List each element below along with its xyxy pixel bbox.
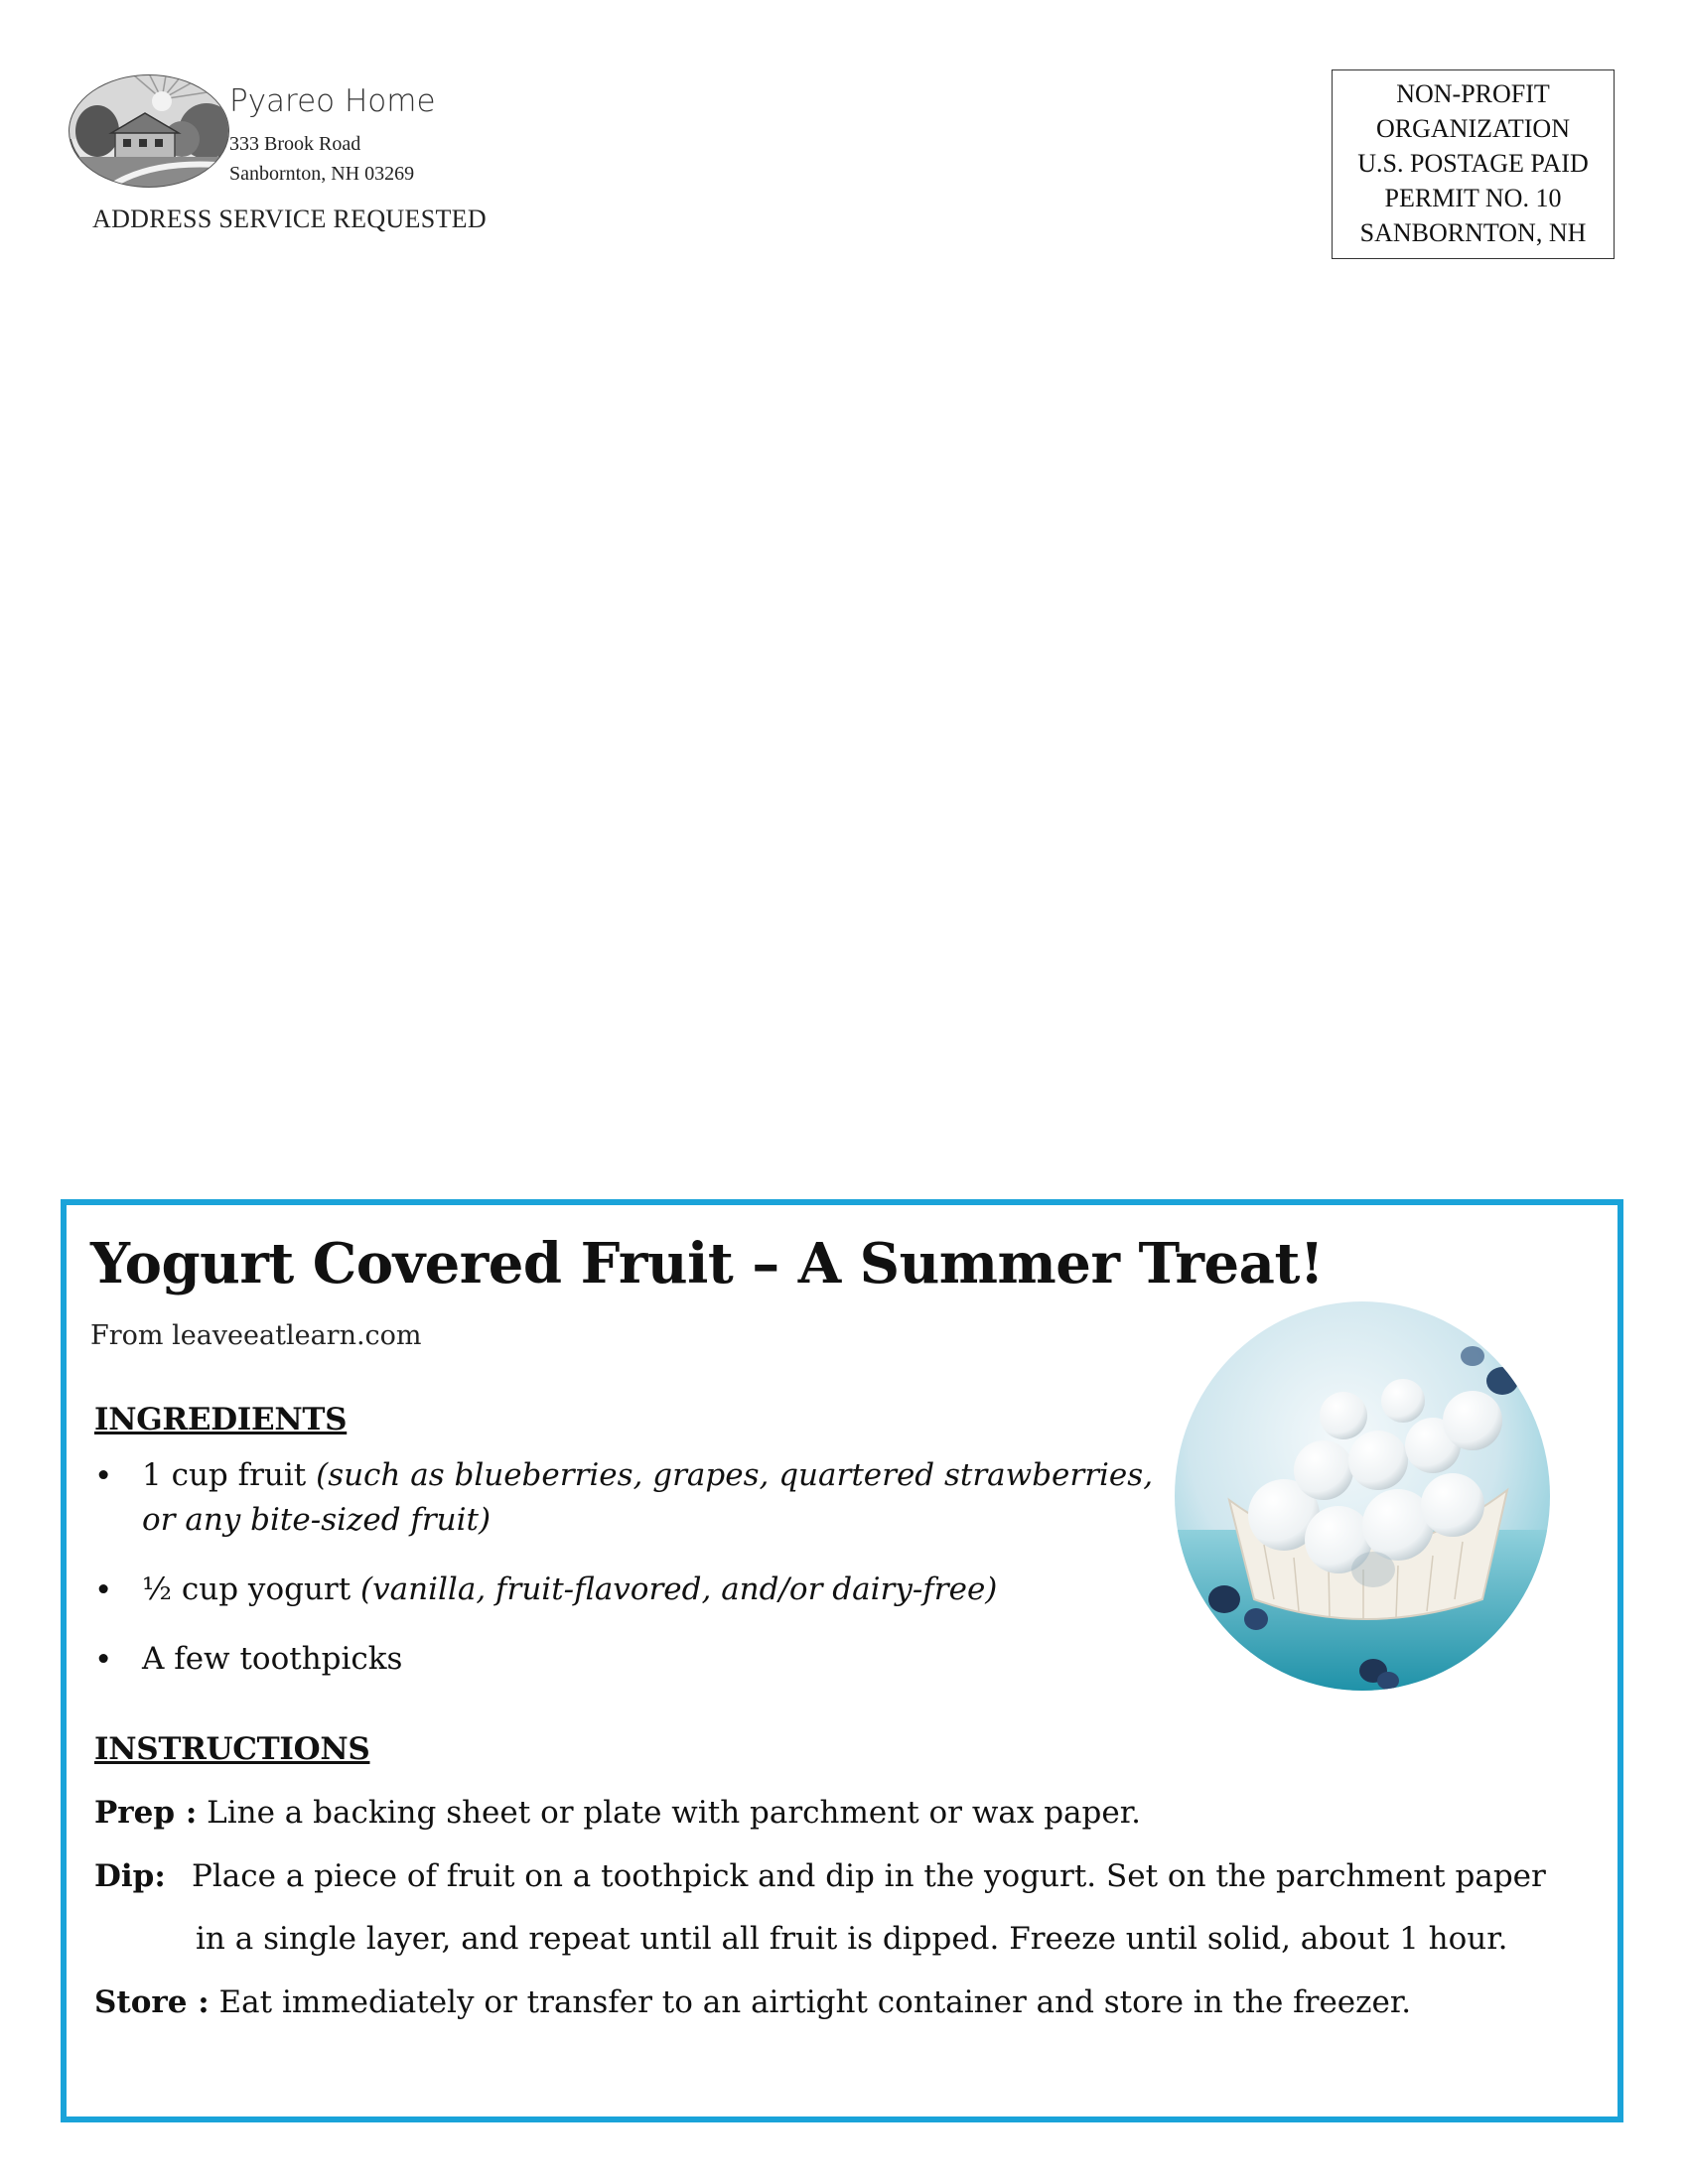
ingredient-main: 1 cup fruit xyxy=(142,1457,317,1493)
sender-org-name: Pyareo Home xyxy=(229,83,436,119)
recipe-photo xyxy=(1175,1301,1550,1691)
instruction-prep xyxy=(94,1795,1141,1831)
organization-logo xyxy=(68,69,231,189)
ingredient-item xyxy=(142,1453,1155,1543)
indicia-line: NON-PROFIT xyxy=(1396,79,1550,108)
sender-address-line2: Sanbornton, NH 03269 xyxy=(229,163,415,185)
dip-label: Dip: xyxy=(94,1858,166,1894)
prep-text: Line a backing sheet or plate with parchment or wax paper. xyxy=(197,1795,1141,1831)
address-service-note: ADDRESS SERVICE REQUESTED xyxy=(92,205,487,233)
instruction-store xyxy=(94,1984,1411,2020)
postage-indicia xyxy=(1332,69,1615,259)
instructions-heading: INSTRUCTIONS xyxy=(94,1731,370,1767)
recipe-title: Yogurt Covered Fruit – A Summer Treat! xyxy=(90,1231,1324,1297)
instruction-dip xyxy=(94,1858,166,1894)
indicia-line: U.S. POSTAGE PAID xyxy=(1357,149,1589,178)
bullet-icon: • xyxy=(94,1642,113,1678)
recipe-source: From leaveeatlearn.com xyxy=(90,1320,422,1351)
ingredient-note: (vanilla, fruit-flavored, and/or dairy-free) xyxy=(360,1571,998,1607)
store-text: Eat immediately or transfer to an airtight container and store in the freezer. xyxy=(209,1984,1412,2020)
ingredient-main: ½ cup yogurt xyxy=(142,1571,361,1607)
indicia-line: PERMIT NO. 10 xyxy=(1384,184,1562,212)
dip-text-line1: Place a piece of fruit on a toothpick and dip in the yogurt. Set on the parchment paper xyxy=(192,1858,1546,1894)
ingredients-heading: INGREDIENTS xyxy=(94,1402,348,1437)
bullet-icon: • xyxy=(94,1572,113,1608)
prep-label: Prep : xyxy=(94,1795,198,1831)
store-label: Store : xyxy=(94,1984,210,2020)
dip-text-line2: in a single layer, and repeat until all fruit is dipped. Freeze until solid, about 1 hour. xyxy=(196,1921,1508,1957)
bullet-icon: • xyxy=(94,1458,113,1494)
ingredient-note: (such as blueberries, grapes, quartered strawberries, or any bite-sized fruit) xyxy=(142,1457,1154,1538)
indicia-line: SANBORNTON, NH xyxy=(1359,218,1587,247)
ingredient-item xyxy=(142,1568,1155,1612)
ingredient-item xyxy=(142,1637,1155,1682)
indicia-line: ORGANIZATION xyxy=(1376,114,1570,143)
sender-address-line1: 333 Brook Road xyxy=(229,133,361,155)
ingredient-main: A few toothpicks xyxy=(142,1641,403,1677)
